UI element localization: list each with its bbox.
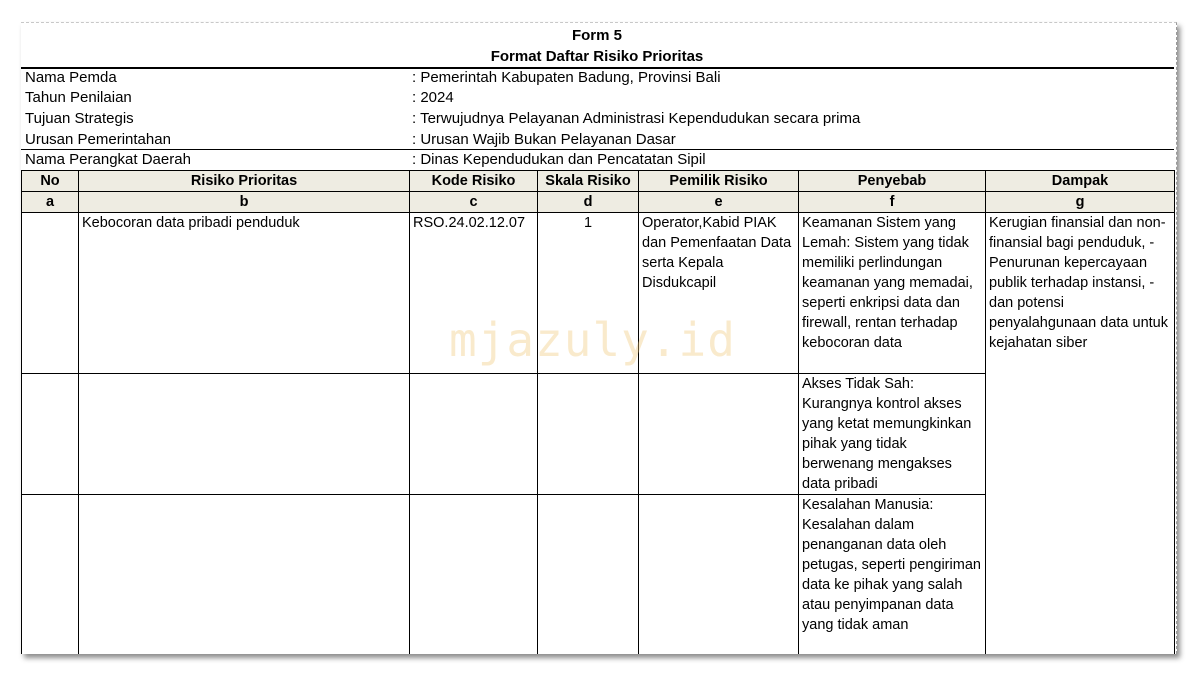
cell-empty	[79, 374, 410, 495]
meta-label: Nama Pemda	[25, 69, 117, 86]
letter-a: a	[22, 192, 79, 213]
meta-row-tahun	[21, 88, 1173, 108]
header-penyebab: Penyebab	[799, 171, 986, 192]
cell-empty	[639, 374, 799, 495]
cell-no	[22, 213, 79, 374]
header-row	[22, 171, 1175, 192]
meta-row-pemda	[21, 68, 1173, 88]
header-skala: Skala Risiko	[538, 171, 639, 192]
cell-penyebab-3: Kesalahan Manusia: Kesalahan dalam penanganan data oleh petugas, seperti pengiriman data ke pihak yang salah atau penyimpanan data yang tidak aman	[799, 495, 986, 655]
meta-value: : Urusan Wajib Bukan Pelayanan Dasar	[412, 131, 676, 148]
form-number: Form 5	[571, 27, 622, 44]
cell-empty	[79, 495, 410, 655]
cell-kode: RSO.24.02.12.07	[410, 213, 538, 374]
cell-empty	[22, 374, 79, 495]
risk-table	[21, 170, 1175, 654]
letter-c: c	[410, 192, 538, 213]
form-title: Format Daftar Risiko Prioritas	[490, 48, 704, 65]
cell-empty	[639, 495, 799, 655]
meta-label: Urusan Pemerintahan	[25, 131, 171, 148]
letter-g: g	[986, 192, 1175, 213]
table-row	[22, 213, 1175, 374]
letter-f: f	[799, 192, 986, 213]
meta-label: Tahun Penilaian	[25, 89, 132, 106]
cell-empty	[410, 374, 538, 495]
meta-label: Nama Perangkat Daerah	[25, 151, 191, 168]
cell-empty	[538, 374, 639, 495]
meta-label: Tujuan Strategis	[25, 110, 134, 127]
meta-row-perangkat	[21, 150, 1173, 170]
header-no: No	[22, 171, 79, 192]
letter-row	[22, 192, 1175, 213]
spreadsheet-sheet	[21, 22, 1177, 654]
cell-penyebab-1: Keamanan Sistem yang Lemah: Sistem yang tidak memiliki perlindungan keamanan yang memadai, seperti enkripsi data dan firewall, rentan terhadap kebocoran data	[799, 213, 986, 374]
meta-row-urusan	[21, 130, 1173, 150]
meta-value: : 2024	[412, 89, 454, 106]
cell-pemilik: Operator,Kabid PIAK dan Pemenfaatan Data serta Kepala Disdukcapil	[639, 213, 799, 374]
cell-skala: 1	[538, 213, 639, 374]
cell-risiko: Kebocoran data pribadi penduduk	[79, 213, 410, 374]
watermark-text: mjazuly.id	[449, 313, 736, 367]
cell-empty	[22, 495, 79, 655]
header-dampak: Dampak	[986, 171, 1175, 192]
cell-dampak: Kerugian finansial dan non-finansial bagi penduduk, - Penurunan kepercayaan publik terhadap instansi, - dan potensi penyalahgunaan data untuk kejahatan siber	[986, 213, 1175, 655]
cell-empty	[538, 495, 639, 655]
letter-b: b	[79, 192, 410, 213]
header-risiko: Risiko Prioritas	[79, 171, 410, 192]
header-kode: Kode Risiko	[410, 171, 538, 192]
meta-value: : Terwujudnya Pelayanan Administrasi Kependudukan secara prima	[412, 110, 861, 127]
cell-penyebab-2: Akses Tidak Sah: Kurangnya kontrol akses yang ketat memungkinkan pihak yang tidak berwenang mengakses data pribadi	[799, 374, 986, 495]
meta-value: : Pemerintah Kabupaten Badung, Provinsi Bali	[412, 69, 721, 86]
meta-value: : Dinas Kependudukan dan Pencatatan Sipil	[412, 151, 706, 168]
letter-e: e	[639, 192, 799, 213]
letter-d: d	[538, 192, 639, 213]
header-pemilik: Pemilik Risiko	[639, 171, 799, 192]
meta-row-tujuan	[21, 109, 1173, 129]
cell-empty	[410, 495, 538, 655]
